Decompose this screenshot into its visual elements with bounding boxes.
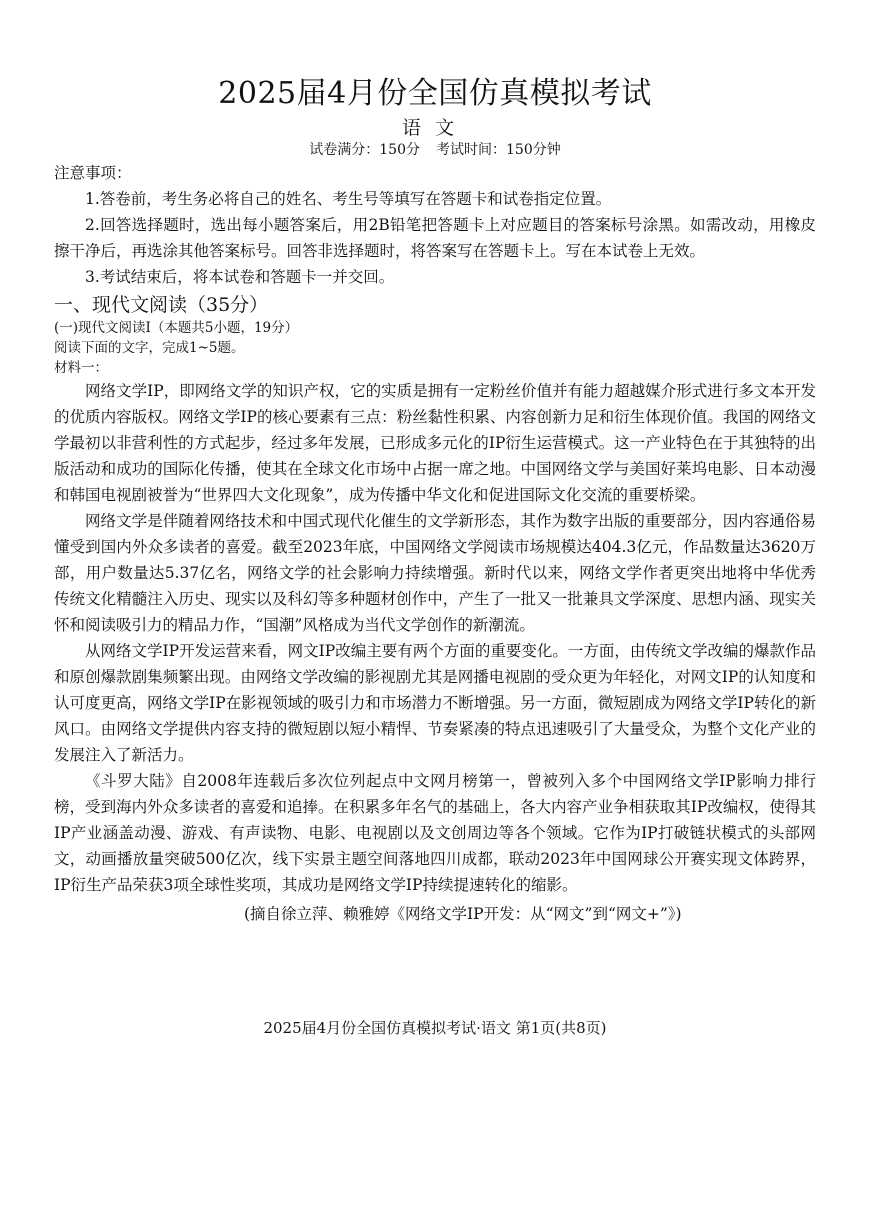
- reading-instruction: 阅读下面的文字，完成1~5题。: [54, 340, 245, 356]
- exam-time: 考试时间：150分钟: [436, 142, 561, 158]
- notice-item-2: 2.回答选择题时，选出每小题答案后，用2B铅笔把答题卡上对应题目的答案标号涂黑。如需改动，用橡皮擦干净后，再选涂其他答案标号。回答非选择题时，将答案写在答题卡上。写在本试卷上无效。: [54, 216, 816, 260]
- section-title: 一、现代文阅读（35分）: [54, 294, 269, 316]
- material-source: (摘自徐立萍、赖雅婷《网络文学IP开发：从“网文”到“网文+”》): [244, 905, 682, 923]
- notice-item-1: 1.答卷前，考生务必将自己的姓名、考生号等填写在答题卡和试卷指定位置。: [85, 190, 612, 208]
- exam-title: 2025届4月份全国仿真模拟考试: [218, 76, 652, 111]
- material-paragraph-3: 从网络文学IP开发运营来看，网文IP改编主要有两个方面的重要变化。一方面，由传统文学改编的爆款作品和原创爆款剧集频繁出现。由网络文学改编的影视剧尤其是网播电视剧的受众更为年轻化，对网文IP的认知度和认可度更高，网络文学IP在影视领域的吸引力和市场潜力不断增强。另一方面，微短剧成为网络文学IP转化的新风口。由网络文学提供内容支持的微短剧以短小精悍、节奏紧凑的特点迅速吸引了大量受众，为整个文化产业的发展注入了新活力。: [54, 642, 816, 764]
- material-paragraph-1: 网络文学IP，即网络文学的知识产权，它的实质是拥有一定粉丝价值并有能力超越媒介形式进行多文本开发的优质内容版权。网络文学IP的核心要素有三点：粉丝黏性积累、内容创新力足和衍生体现价值。我国的网络文学最初以非营利性的方式起步，经过多年发展，已形成多元化的IP衍生运营模式。这一产业特色在于其独特的出版活动和成功的国际化传播，使其在全球文化市场中占据一席之地。中国网络文学与美国好莱坞电影、日本动漫和韩国电视剧被誉为“世界四大文化现象”，成为传播中华文化和促进国际文化交流的重要桥梁。: [54, 382, 816, 504]
- material-paragraph-2: 网络文学是伴随着网络技术和中国式现代化催生的文学新形态，其作为数字出版的重要部分，因内容通俗易懂受到国内外众多读者的喜爱。截至2023年底，中国网络文学阅读市场规模达404.3亿元，作品数量达3620万部，用户数量达5.37亿名，网络文学的社会影响力持续增强。新时代以来，网络文学作者更突出地将中华优秀传统文化精髓注入历史、现实以及科幻等多种题材创作中，产生了一批又一批兼具文学深度、思想内涵、现实关怀和阅读吸引力的精品力作，“国潮”风格成为当代文学创作的新潮流。: [54, 512, 816, 634]
- subject-label: 语文: [401, 117, 468, 139]
- subsection-title: (一)现代文阅读Ⅰ（本题共5小题，19分）: [54, 320, 299, 336]
- full-score: 试卷满分：150分: [309, 142, 420, 158]
- material-label: 材料一：: [54, 360, 108, 376]
- notice-heading: 注意事项：: [54, 164, 132, 182]
- exam-body: [54, 160, 816, 928]
- page-footer: 2025届4月份全国仿真模拟考试·语文 第1页(共8页): [263, 1019, 607, 1037]
- notice-item-3: 3.考试结束后，将本试卷和答题卡一并交回。: [85, 268, 395, 286]
- exam-meta: [0, 140, 870, 160]
- material-paragraph-4: 《斗罗大陆》自2008年连载后多次位列起点中文网月榜第一，曾被列入多个中国网络文学IP影响力排行榜，受到海内外众多读者的喜爱和追捧。在积累多年名气的基础上，各大内容产业争相获取其IP改编权，使得其IP产业涵盖动漫、游戏、有声读物、电影、电视剧以及文创周边等各个领域。它作为IP打破链状模式的头部网文，动画播放量突破500亿次，线下实景主题空间落地四川成都，联动2023年中国网球公开赛实现文体跨界，IP衍生产品荣获3项全球性奖项，其成功是网络文学IP持续提速转化的缩影。: [54, 772, 816, 894]
